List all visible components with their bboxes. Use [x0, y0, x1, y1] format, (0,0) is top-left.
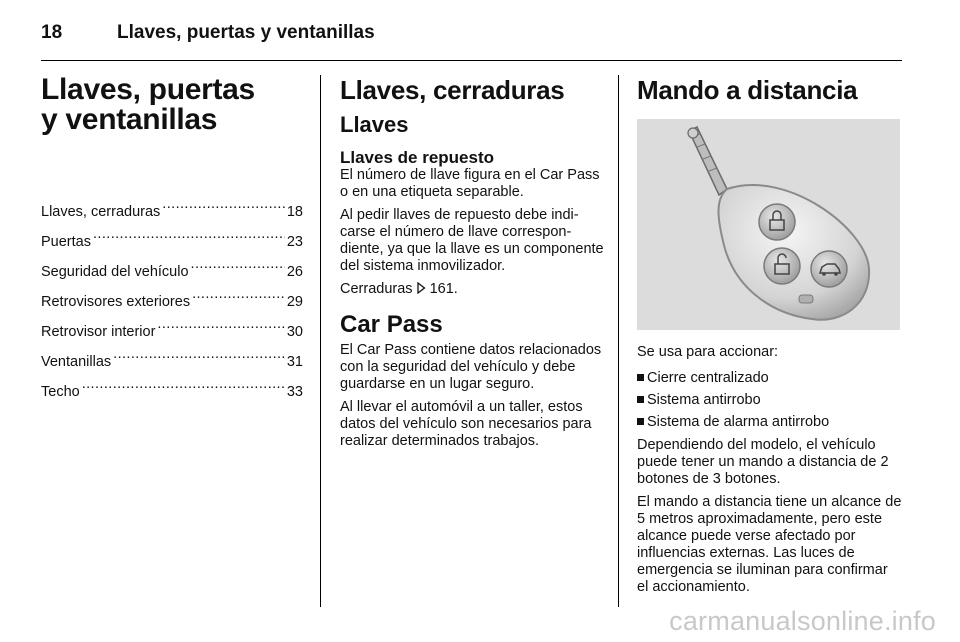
toc-item-label: Ventanillas — [41, 353, 112, 370]
locks-reference-page: 161. — [429, 281, 458, 297]
column-divider-left — [320, 75, 321, 607]
list-item-text: Sistema antirrobo — [647, 392, 761, 408]
square-bullet-icon — [637, 374, 644, 381]
running-title: Llaves, puertas y ventanillas — [117, 22, 375, 43]
toc-item-page: 30 — [286, 323, 303, 340]
paragraph-remote-usage-intro: Se usa para accionar: — [637, 344, 779, 360]
toc-item-label: Retrovisores exteriores — [41, 293, 191, 310]
toc-leader-dots — [192, 283, 285, 306]
toc-item-label: Llaves, cerraduras — [41, 203, 161, 220]
paragraph-remote-model: Dependiendo del modelo, el vehículo puede tener un mando a distancia de 2 botones de 3 botones. — [637, 437, 889, 487]
toc-item-label: Retrovisor interior — [41, 323, 156, 340]
list-item-text: Sistema de alarma antirrobo — [647, 414, 830, 430]
page-header — [41, 18, 901, 48]
toc-item-page: 31 — [286, 353, 303, 370]
toc-leader-dots — [82, 373, 285, 396]
toc-leader-dots — [157, 313, 284, 336]
remote-functions-list — [637, 367, 902, 433]
toc-item[interactable] — [41, 373, 303, 403]
page-reference-arrow-icon[interactable] — [417, 282, 426, 299]
header-rule — [41, 60, 902, 61]
locks-reference-text: Cerraduras — [340, 281, 413, 297]
toc-item[interactable] — [41, 343, 303, 373]
table-of-contents — [41, 193, 303, 403]
chapter-column — [41, 75, 303, 403]
toc-item[interactable] — [41, 223, 303, 253]
toc-item-page: 18 — [286, 203, 303, 220]
toc-item-page: 29 — [286, 293, 303, 310]
chapter-title — [41, 75, 303, 135]
toc-item[interactable] — [41, 313, 303, 343]
square-bullet-icon — [637, 396, 644, 403]
toc-item[interactable] — [41, 253, 303, 283]
list-item — [637, 367, 902, 389]
paragraph-car-pass-workshop: Al llevar el automóvil a un taller, estos datos del vehículo son necesarios para realizar determinados trabajos. — [340, 399, 592, 449]
toc-item[interactable] — [41, 283, 303, 313]
paragraph-key-number: El número de llave figura en el Car Pass o en una etiqueta separable. — [340, 167, 600, 200]
subheading-keys: Llaves — [340, 112, 409, 137]
toc-item-page: 23 — [286, 233, 303, 250]
toc-leader-dots — [93, 223, 285, 246]
toc-leader-dots — [113, 343, 285, 366]
toc-item-label: Techo — [41, 383, 80, 400]
toc-item-label: Seguridad del vehículo — [41, 263, 189, 280]
remote-control-column — [637, 75, 902, 602]
chapter-title-line-1: Llaves, puertas — [41, 73, 255, 106]
section-heading-car-pass: Car Pass — [340, 311, 443, 338]
keys-locks-column — [340, 75, 605, 456]
toc-item[interactable] — [41, 193, 303, 223]
remote-key-illustration — [637, 119, 900, 330]
remote-key-image — [637, 119, 900, 330]
toc-item-page: 26 — [286, 263, 303, 280]
list-item — [637, 411, 902, 433]
section-heading-remote-control: Mando a distancia — [637, 75, 858, 105]
square-bullet-icon — [637, 418, 644, 425]
chapter-title-line-2: y ventanillas — [41, 103, 218, 136]
paragraph-locks-reference — [340, 281, 605, 299]
page-number: 18 — [41, 22, 63, 43]
paragraph-car-pass: El Car Pass contiene datos relacionados con la seguridad del vehículo y debe guardarse en un lugar seguro. — [340, 342, 602, 392]
subheading-spare-keys: Llaves de repuesto — [340, 148, 495, 167]
watermark: carmanualsonline.info — [669, 606, 936, 636]
toc-leader-dots — [191, 253, 285, 276]
toc-item-label: Puertas — [41, 233, 91, 250]
list-item — [637, 389, 902, 411]
paragraph-spare-keys-order: Al pedir llaves de repuesto debe indicarse el número de llave correspondiente, ya que la llave es un componente del sistema inmovilizador. — [340, 207, 604, 274]
column-divider-right — [618, 75, 619, 607]
toc-leader-dots — [162, 193, 285, 216]
section-heading-keys-locks: Llaves, cerraduras — [340, 75, 565, 105]
toc-item-page: 33 — [286, 383, 303, 400]
paragraph-remote-range: El mando a distancia tiene un alcance de 5 metros aproximadamente, pero este alcance puede verse afectado por influencias externas. Las luces de emergencia se iluminan para confirmar el accionamiento. — [637, 494, 902, 595]
list-item-text: Cierre centralizado — [647, 370, 769, 386]
